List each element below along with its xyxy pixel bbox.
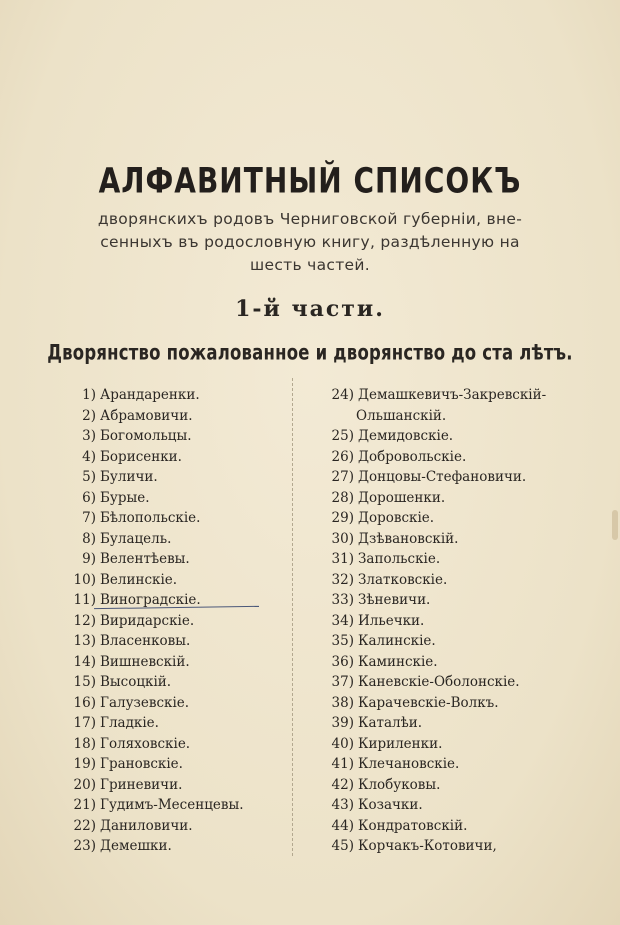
list-item [318,713,598,734]
left-column-list [60,385,285,857]
entry-name: Дорошенки. [358,489,446,506]
entry-name: Грановскіе. [100,756,183,772]
list-item [318,795,598,816]
entry-continuation: Ольшанскій. [356,407,447,424]
entry-number: 39) [331,715,354,731]
entry-number: 31) [331,551,354,567]
entry-number: 1) [82,387,96,403]
entry-number: 2) [82,407,96,424]
list-item [60,631,285,652]
entry-name: Кондратовскій. [358,817,468,834]
entry-name: Клобуковы. [358,776,441,793]
entry-name: Каминскіе. [358,653,438,670]
entry-number: 19) [73,756,96,772]
list-item [60,467,285,488]
entry-name: Демешки. [100,838,172,854]
entry-name: Дзѣвановскій. [358,530,459,547]
entry-number: 41) [331,756,354,772]
entry-name: Вишневскій. [100,653,190,670]
list-item [318,652,598,673]
list-item [60,426,285,447]
entry-number: 44) [331,817,354,834]
entry-number: 11) [73,592,96,608]
list-item [318,631,598,652]
list-item [318,426,598,447]
list-item [318,611,598,632]
entry-name: Борисенки. [100,448,182,465]
entry-number: 37) [331,674,354,690]
entry-number: 14) [73,653,96,670]
entry-name: Даниловичи. [100,817,193,834]
entry-name: Донцовы-Стефановичи. [358,469,527,485]
list-item [318,672,598,693]
entry-name: Булацель. [100,530,172,547]
entry-number: 34) [331,612,354,629]
entry-number: 42) [331,776,354,793]
list-item [60,508,285,529]
list-item [60,713,285,734]
entry-name: Запольскіе. [358,551,441,567]
entry-number: 45) [331,838,354,854]
entry-number: 13) [73,633,96,649]
list-item [60,611,285,632]
list-item [60,529,285,550]
entry-name: Велентѣевы. [100,551,190,567]
entry-number: 18) [73,735,96,752]
entry-name: Козачки. [358,797,423,813]
entry-number: 40) [331,735,354,752]
list-item [318,385,598,406]
entry-number: 9) [82,551,96,567]
entry-name: Гудимъ-Месенцевы. [100,797,244,813]
entry-number: 20) [73,776,96,793]
entry-number: 27) [331,469,354,485]
entry-number: 12) [73,612,96,629]
list-item [318,590,598,611]
entry-name: Зѣневичи. [358,592,431,608]
list-item [60,795,285,816]
entry-name: Галузевскіе. [100,694,190,711]
list-item [318,549,598,570]
entry-number: 29) [331,510,354,526]
list-item [60,385,285,406]
entry-name: Виридарскіе. [100,612,195,629]
entry-number: 10) [73,571,96,588]
list-item [318,775,598,796]
entry-number: 28) [331,489,354,506]
entry-number: 26) [331,448,354,465]
entry-name: Абрамовичи. [100,407,193,424]
entry-number: 5) [82,469,96,485]
entry-number: 30) [331,530,354,547]
entry-name: Виноградскіе. [100,592,201,608]
entry-name: Демидовскіе. [358,428,454,444]
list-item [318,816,598,837]
list-item [60,652,285,673]
list-item [318,570,598,591]
list-item [60,488,285,509]
entry-number: 17) [73,715,96,731]
entry-name: Каневскіе-Оболонскіе. [358,674,520,690]
list-item [318,467,598,488]
entry-name: Гриневичи. [100,776,183,793]
list-item [318,836,598,857]
entry-name: Карачевскіе-Волкъ. [358,694,499,711]
list-item [60,672,285,693]
entry-name: Бурые. [100,489,150,506]
list-item [60,734,285,755]
entry-number: 4) [82,448,96,465]
entry-number: 21) [73,797,96,813]
entry-number: 25) [331,428,354,444]
entry-number: 43) [331,797,354,813]
entry-number: 7) [82,510,96,526]
list-item [318,693,598,714]
entry-number: 6) [82,489,96,506]
entry-name: Велинскіе. [100,571,178,588]
entry-number: 36) [331,653,354,670]
entry-name: Арандаренки. [100,387,200,403]
entry-name: Буличи. [100,469,158,485]
list-item [318,529,598,550]
list-item [60,406,285,427]
list-item [60,836,285,857]
entry-name: Власенковы. [100,633,191,649]
entry-number: 3) [82,428,96,444]
list-item [60,754,285,775]
subtitle [30,208,590,277]
page-title: АЛФАВИТНЫЙ СПИСОКЪ [98,160,522,202]
page-stain [612,510,618,540]
subtitle-line: сенныхъ въ родословную книгу, раздѣленную на [100,233,520,251]
column-divider [292,378,293,856]
entry-name: Бѣлопольскіе. [100,510,201,526]
entry-number: 35) [331,633,354,649]
entry-name: Голяховскіе. [100,735,191,752]
list-item [318,447,598,468]
list-item [60,549,285,570]
entry-name: Богомольцы. [100,428,192,444]
entry-name: Гладкіе. [100,715,159,731]
entry-name: Калинскіе. [358,633,436,649]
right-column-list [318,385,598,857]
entry-number: 33) [331,592,354,608]
entry-number: 38) [331,694,354,711]
entry-number: 22) [73,817,96,834]
list-item [60,447,285,468]
entry-name: Высоцкій. [100,674,172,690]
entry-name: Ильечки. [358,612,425,629]
entry-number: 32) [331,571,354,588]
entry-number: 24) [331,387,354,403]
subtitle-line: шесть частей. [250,256,370,274]
list-item [318,734,598,755]
list-item [318,488,598,509]
entry-name: Клечановскіе. [358,756,460,772]
entry-number: 15) [73,674,96,690]
entry-name: Кириленки. [358,735,443,752]
entry-name: Доровскіе. [358,510,435,526]
entry-number: 8) [82,530,96,547]
part-heading: 1-й части. [235,296,385,322]
entry-name: Корчакъ-Котовичи, [358,838,497,854]
list-item [60,570,285,591]
list-item [318,754,598,775]
entry-name: Каталѣи. [358,715,423,731]
entry-number: 23) [73,838,96,854]
list-item [60,816,285,837]
entry-name: Демашкевичъ-Закревскій- [358,387,547,403]
entry-number: 16) [73,694,96,711]
list-item [60,693,285,714]
subtitle-line: дворянскихъ родовъ Черниговской губерніи, вне- [97,210,523,228]
list-item [318,508,598,529]
section-heading: Дворянство пожалованное и дворянство до ста лѣтъ. [47,340,573,365]
entry-name: Златковскіе. [358,571,448,588]
list-item [60,775,285,796]
entry-name: Добровольскіе. [358,448,467,465]
